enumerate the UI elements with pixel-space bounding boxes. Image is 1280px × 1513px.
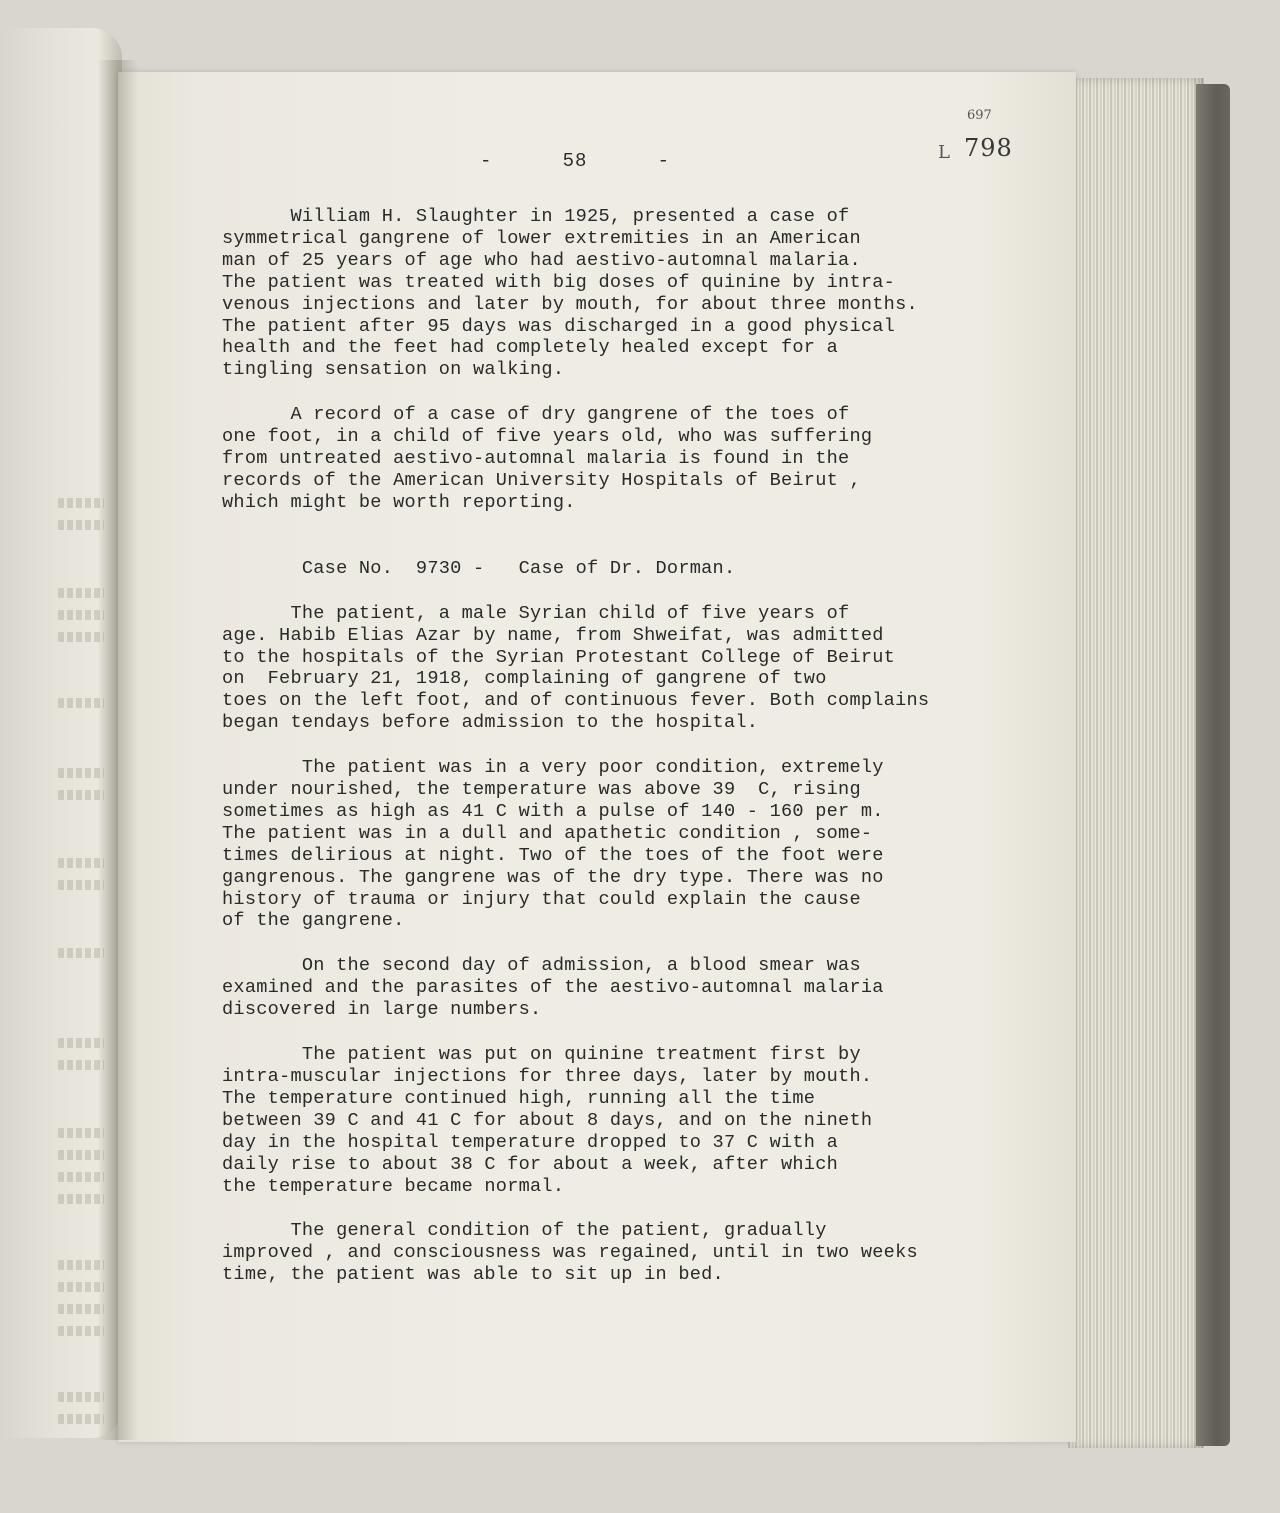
paragraph-gap [222,734,1022,757]
text-line: improved , and consciousness was regained, until in two weeks [222,1242,918,1264]
text-line: The patient was in a dull and apathetic condition , some- [222,822,873,844]
text-line: A record of a case of dry gangrene of the toes of [222,404,850,426]
text-line: The patient was treated with big doses of quinine by intra- [222,271,896,293]
paragraph-gap [222,580,1022,603]
paragraph-gap [222,514,1022,558]
page-number: 58 [562,150,588,172]
text-line: one foot, in a child of five years old, who was suffering [222,426,873,448]
text-line: intra-muscular injections for three days, later by mouth. [222,1066,873,1087]
archive-mark: L [938,142,950,163]
text-line: The temperature continued high, running all the time [222,1087,816,1109]
text-line: discovered in large numbers. [222,999,542,1021]
text-line: tingling sensation on walking. [222,359,565,381]
text-line: to the hospitals of the Syrian Protestant College of Beirut [222,646,896,668]
text-line: The patient was in a very poor condition, extremely [222,757,884,779]
paragraph [222,603,1022,734]
text-line: gangrenous. The gangrene was of the dry type. There was no [222,866,884,888]
paragraph-gap [222,1021,1022,1044]
text-line: which might be worth reporting. [222,491,576,513]
text-line: began tendays before admission to the hospital. [222,712,759,734]
paragraph [222,1220,1022,1286]
text-line: daily rise to about 38 C for about a week, after which [222,1153,839,1175]
text-line: of the gangrene. [222,910,405,932]
text-line: man of 25 years of age who had aestivo-automnal malaria. [222,249,861,271]
text-line: symmetrical gangrene of lower extremities in an American [222,227,861,249]
paragraph-gap [222,381,1022,404]
text-line: venous injections and later by mouth, for about three months. [222,293,918,315]
text-line: records of the American University Hospitals of Beirut , [222,469,861,491]
paragraph [222,206,1022,381]
text-line: from untreated aestivo-automnal malaria is found in the [222,448,850,470]
paragraph [222,404,1022,514]
page-number-dash: - [657,150,670,172]
book-cover [1196,84,1230,1446]
text-line: On the second day of admission, a blood smear was [222,955,861,977]
gutter-shadow [98,60,138,1440]
text-line: examined and the parasites of the aestivo-automnal malaria [222,977,884,999]
text-line: toes on the left foot, and of continuous fever. Both complains [222,690,930,712]
page-edges [1068,78,1204,1448]
archive-number: 798 [964,134,1013,162]
text-line: health and the feet had completely healed except for a [222,337,839,359]
page-header [480,150,670,172]
text-line: time, the patient was able to sit up in bed. [222,1264,724,1286]
archive-number-small: 697 [967,108,992,123]
text-line: sometimes as high as 41 C with a pulse of 140 - 160 per m. [222,800,884,822]
text-line: age. Habib Elias Azar by name, from Shweifat, was admitted [222,624,884,646]
typed-text-body [222,206,1022,1286]
text-line: The patient after 95 days was discharged in a good physical [222,315,896,337]
text-line: history of trauma or injury that could explain the cause [222,888,861,910]
case-heading [222,558,1022,580]
text-line: the temperature became normal. [222,1175,565,1197]
text-line: under nourished, the temperature was above 39 C, rising [222,779,861,801]
text-line: The patient was put on quinine treatment first by [222,1044,861,1066]
paragraph-gap [222,932,1022,955]
text-line: on February 21, 1918, complaining of gangrene of two [222,668,827,690]
text-line: between 39 C and 41 C for about 8 days, and on the nineth [222,1109,873,1131]
paragraph [222,955,1022,1021]
paragraph-gap [222,1197,1022,1220]
text-line: day in the hospital temperature dropped to 37 C with a [222,1131,839,1153]
text-line: William H. Slaughter in 1925, presented a case of [222,206,850,227]
page-number-dash: - [480,150,493,172]
text-line: The general condition of the patient, gradually [222,1220,827,1242]
text-line: Case No. 9730 - Case of Dr. Dorman. [222,557,736,579]
text-line: The patient, a male Syrian child of five years of [222,602,850,624]
text-line: times delirious at night. Two of the toes of the foot were [222,844,884,866]
paragraph [222,1044,1022,1197]
paragraph [222,757,1022,932]
